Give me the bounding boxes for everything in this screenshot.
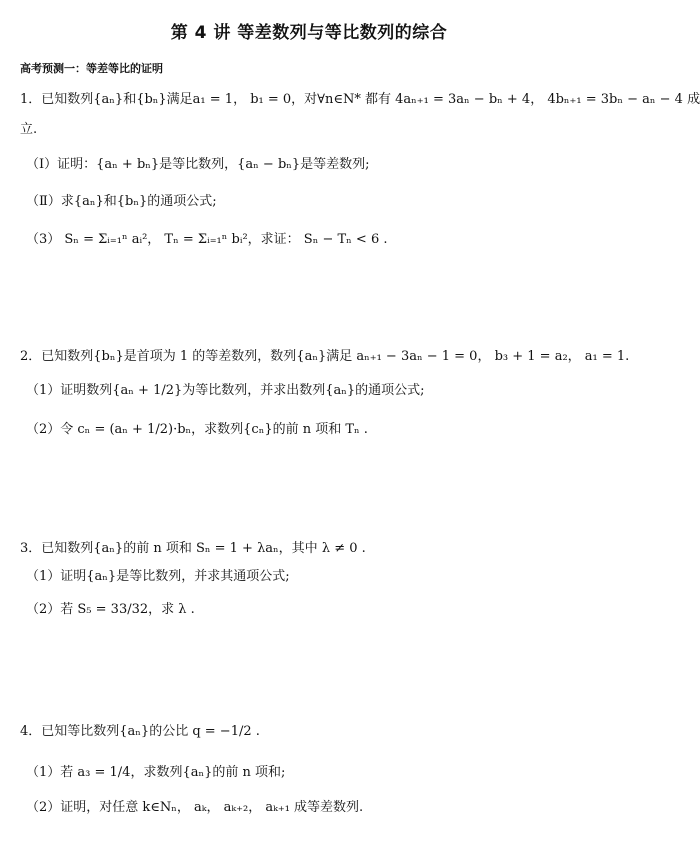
question-2-part-1: （1）证明数列{aₙ + 1/2}为等比数列，并求出数列{aₙ}的通项公式;	[26, 383, 425, 398]
question-2-stem: 2．已知数列{bₙ}是首项为 1 的等差数列，数列{aₙ}满足 aₙ₊₁ − 3aₙ − 1 = 0， b₃ + 1 = a₂， a₁ = 1.	[20, 349, 630, 364]
question-3-stem: 3．已知数列{aₙ}的前 n 项和 Sₙ = 1 + λaₙ，其中 λ ≠ 0 .	[20, 541, 366, 556]
question-4-part-1: （1）若 a₃ = 1/4，求数列{aₙ}的前 n 项和;	[26, 765, 286, 780]
question-4-part-2: （2）证明，对任意 k∈Nₙ， aₖ， aₖ₊₂， aₖ₊₁ 成等差数列.	[26, 800, 364, 815]
question-2-part-2: （2）令 cₙ = (aₙ + 1/2)·bₙ，求数列{cₙ}的前 n 项和 Tₙ .	[26, 422, 368, 437]
question-1-stem: 1．已知数列{aₙ}和{bₙ}满足a₁ = 1， b₁ = 0，对∀n∈N* 都有 4aₙ₊₁ = 3aₙ − bₙ + 4， 4bₙ₊₁ = 3bₙ − aₙ − 4 成	[20, 92, 700, 107]
question-1-part-1: （Ⅰ）证明：{aₙ + bₙ}是等比数列，{aₙ − bₙ}是等差数列;	[26, 157, 370, 172]
question-1-part-3: （3） Sₙ = Σᵢ₌₁ⁿ aᵢ²， Tₙ = Σᵢ₌₁ⁿ bᵢ²，求证： Sₙ − Tₙ < 6 .	[26, 232, 388, 247]
section-heading: 高考预测一：等差等比的证明	[20, 62, 163, 75]
question-1-part-2: （Ⅱ）求{aₙ}和{bₙ}的通项公式;	[26, 194, 217, 209]
question-1-stem-continued: 立.	[20, 122, 38, 137]
question-3-part-1: （1）证明{aₙ}是等比数列，并求其通项公式;	[26, 569, 290, 584]
question-4-stem: 4．已知等比数列{aₙ}的公比 q = −1/2 .	[20, 724, 260, 739]
page-title: 第 4 讲 等差数列与等比数列的综合	[170, 23, 448, 43]
question-3-part-2: （2）若 S₅ = 33/32，求 λ .	[26, 602, 195, 617]
